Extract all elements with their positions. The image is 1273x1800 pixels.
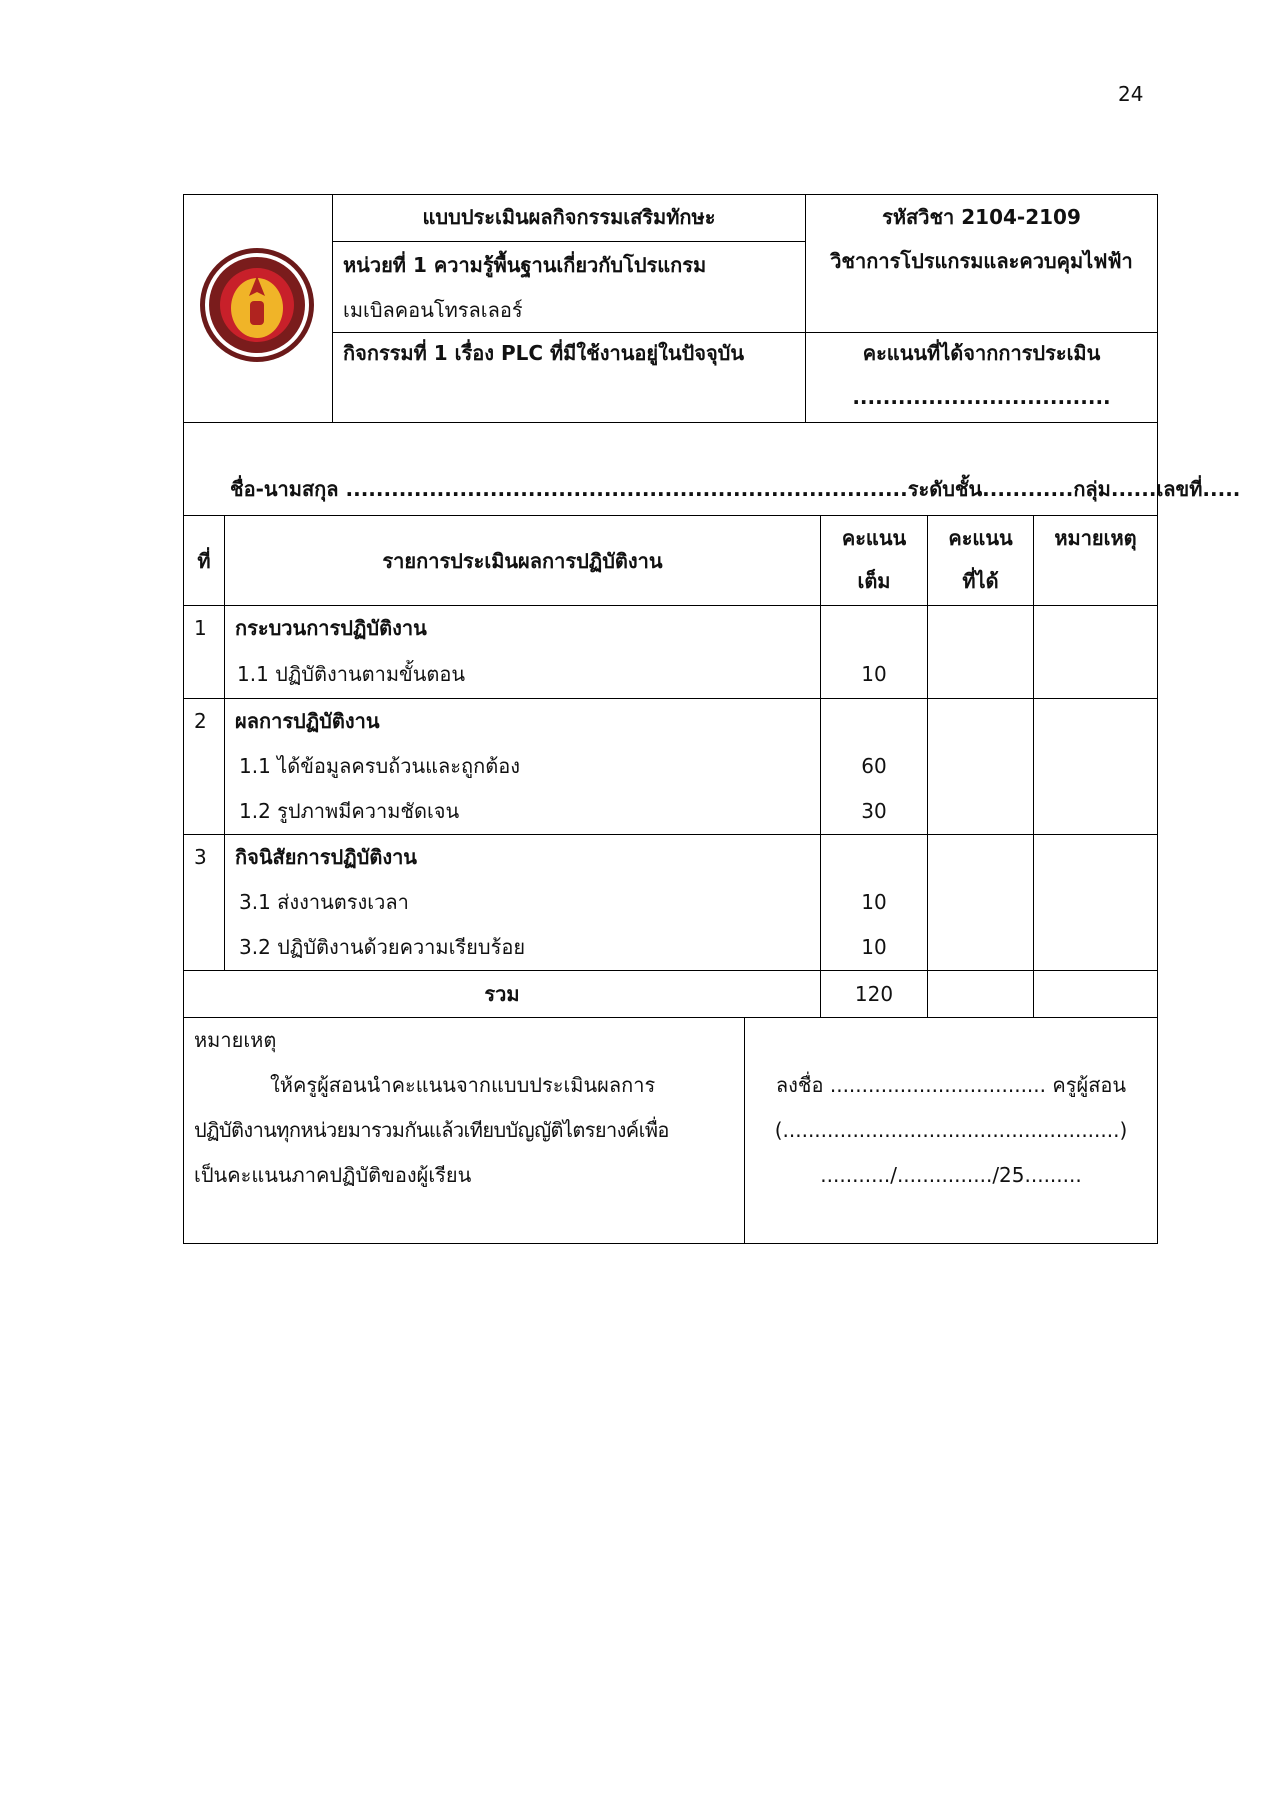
- note-title: หมายเหตุ: [194, 1028, 277, 1052]
- header-remark-label: หมายเหตุ: [1054, 526, 1137, 550]
- full-score-cell: [820, 698, 928, 835]
- course-cell: [805, 194, 1158, 333]
- section-title: กิจนิสัยการปฏิบัติงาน: [235, 845, 417, 869]
- form-title-cell: [332, 194, 806, 242]
- item-label: 1.2 รูปภาพมีความชัดเจน: [239, 799, 460, 823]
- section-title: ผลการปฏิบัติงาน: [235, 709, 380, 733]
- table-row-items: [224, 834, 821, 971]
- header-item-label: รายการประเมินผลการปฏิบัติงาน: [382, 549, 663, 573]
- remark-cell[interactable]: [1033, 834, 1158, 971]
- full-score-cell: [820, 605, 928, 699]
- got-score-cell[interactable]: [927, 698, 1034, 835]
- row-no: 1: [194, 616, 207, 640]
- unit-title-line2: เมเบิลคอนโทรลเลอร์: [343, 298, 523, 322]
- note-line: เป็นคะแนนภาคปฏิบัติของผู้เรียน: [194, 1163, 472, 1187]
- note-line: ปฏิบัติงานทุกหน่วยมารวมกันแล้วเทียบบัญญัติไตรยางค์เพื่อ: [194, 1118, 669, 1142]
- table-row-items: [224, 698, 821, 835]
- row-no: 2: [194, 709, 207, 733]
- total-score: 120: [854, 982, 894, 1006]
- table-row: [183, 698, 225, 835]
- col-header-item: [224, 515, 821, 606]
- page-number: 24: [1118, 82, 1144, 106]
- got-score-cell[interactable]: [927, 834, 1034, 971]
- note-line: ให้ครูผู้สอนนำคะแนนจากแบบประเมินผลการ: [270, 1073, 656, 1097]
- total-row: [183, 970, 821, 1018]
- header-full-label-2: เต็ม: [857, 569, 891, 593]
- score-cell: [805, 332, 1158, 423]
- table-row: [183, 605, 225, 699]
- score-label: คะแนนที่ได้จากการประเมิน: [862, 341, 1101, 365]
- item-label: 3.1 ส่งงานตรงเวลา: [239, 890, 409, 914]
- vocational-commission-logo: [198, 246, 316, 364]
- student-info-line: ชื่อ-นามสกุล ..........................................................................ระดับชั้น............กลุ่ม......เลขที่.....: [230, 477, 1241, 501]
- item-score: 30: [861, 799, 887, 823]
- got-score-cell[interactable]: [927, 605, 1034, 699]
- item-score: 10: [861, 662, 887, 686]
- header-got-label-1: คะแนน: [948, 526, 1013, 550]
- full-score-cell: [820, 834, 928, 971]
- item-label: 3.2 ปฏิบัติงานด้วยความเรียบร้อย: [239, 935, 526, 959]
- course-name: วิชาการโปรแกรมและควบคุมไฟฟ้า: [830, 249, 1133, 273]
- remark-cell[interactable]: [1033, 605, 1158, 699]
- signature-name-line: (.....................................................): [774, 1118, 1128, 1142]
- item-score: 10: [861, 935, 887, 959]
- unit-title-line1: หน่วยที่ 1 ความรู้พื้นฐานเกี่ยวกับโปรแกรม: [343, 253, 707, 277]
- score-blank: ..................................: [852, 385, 1111, 409]
- total-got-cell[interactable]: [927, 970, 1034, 1018]
- col-header-full: [820, 515, 928, 606]
- section-title: กระบวนการปฏิบัติงาน: [235, 616, 427, 640]
- remark-cell[interactable]: [1033, 698, 1158, 835]
- col-header-no: [183, 515, 225, 606]
- note-cell: [183, 1017, 745, 1244]
- row-no: 3: [194, 845, 207, 869]
- item-label: 1.1 ปฏิบัติงานตามขั้นตอน: [237, 662, 466, 686]
- unit-cell: [332, 241, 806, 333]
- item-score: 10: [861, 890, 887, 914]
- signature-date-line: .........../.............../25.........: [820, 1163, 1082, 1187]
- item-label: 1.1 ได้ข้อมูลครบถ้วนและถูกต้อง: [239, 754, 521, 778]
- activity-title: กิจกรรมที่ 1 เรื่อง PLC ที่มีใช้งานอยู่ในปัจจุบัน: [343, 341, 745, 365]
- student-info-row: [183, 422, 1241, 516]
- col-header-got: [927, 515, 1034, 606]
- header-no-label: ที่: [197, 549, 211, 573]
- table-row: [183, 834, 225, 971]
- header-got-label-2: ที่ได้: [962, 569, 999, 593]
- item-score: 60: [861, 754, 887, 778]
- signature-cell: [744, 1017, 1158, 1244]
- course-code: รหัสวิชา 2104-2109: [882, 205, 1081, 229]
- total-score-cell: [820, 970, 928, 1018]
- form-title: แบบประเมินผลกิจกรรมเสริมทักษะ: [422, 205, 716, 229]
- table-row-items: [224, 605, 821, 699]
- col-header-remark: [1033, 515, 1158, 606]
- activity-cell: [332, 332, 806, 423]
- total-label: รวม: [484, 982, 520, 1006]
- signature-line: ลงชื่อ .................................. ครูผู้สอน: [775, 1073, 1127, 1097]
- header-full-label-1: คะแนน: [841, 526, 907, 550]
- total-remark-cell[interactable]: [1033, 970, 1158, 1018]
